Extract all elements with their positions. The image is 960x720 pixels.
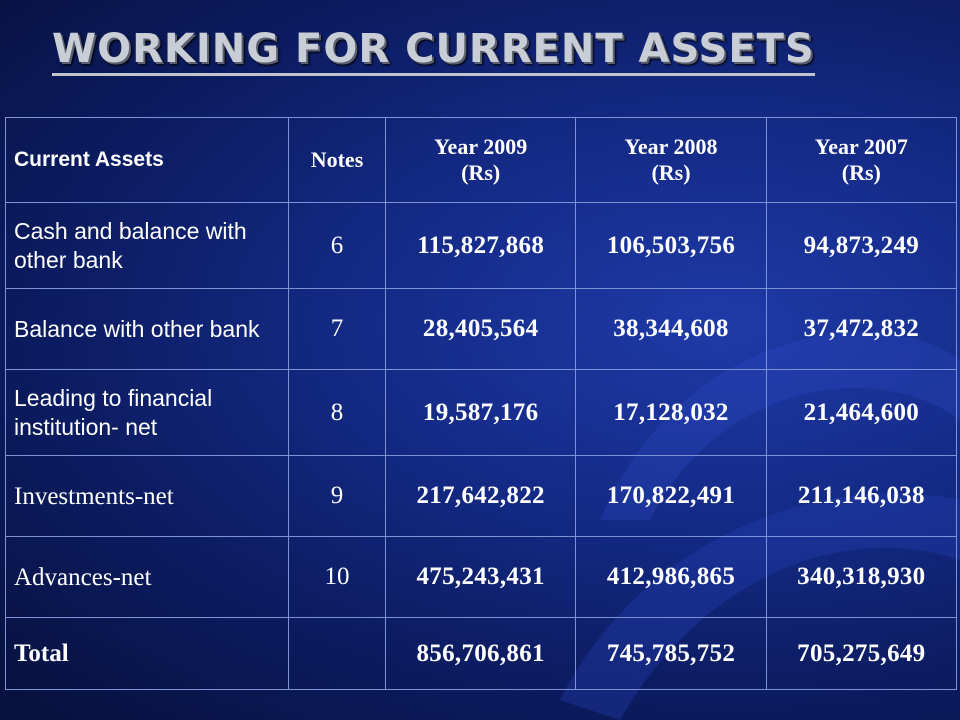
header-year-2008-unit: (Rs) — [651, 160, 691, 185]
row-value-2007: 211,146,038 — [766, 456, 956, 537]
header-year-2009-unit: (Rs) — [461, 160, 501, 185]
row-note: 6 — [289, 203, 386, 289]
row-value-2007: 37,472,832 — [766, 289, 956, 370]
table-total-row — [6, 618, 957, 690]
row-value-2009: 19,587,176 — [386, 370, 576, 456]
total-value-2009: 856,706,861 — [386, 618, 576, 690]
row-value-2007: 340,318,930 — [766, 537, 956, 618]
row-value-2008: 170,822,491 — [576, 456, 766, 537]
total-value-2007: 705,275,649 — [766, 618, 956, 690]
row-label: Balance with other bank — [6, 289, 289, 370]
header-year-2007-label: Year 2007 — [814, 134, 908, 159]
row-value-2007: 21,464,600 — [766, 370, 956, 456]
table-row — [6, 456, 957, 537]
table-row — [6, 203, 957, 289]
row-label: Investments-net — [6, 456, 289, 537]
table-header-row — [6, 118, 957, 203]
row-label: Advances-net — [6, 537, 289, 618]
row-label: Leading to financial institution- net — [6, 370, 289, 456]
current-assets-table — [5, 117, 957, 690]
row-value-2009: 475,243,431 — [386, 537, 576, 618]
header-year-2007 — [766, 118, 956, 203]
total-label: Total — [6, 618, 289, 690]
header-year-2008 — [576, 118, 766, 203]
row-value-2008: 412,986,865 — [576, 537, 766, 618]
row-value-2009: 28,405,564 — [386, 289, 576, 370]
row-value-2009: 115,827,868 — [386, 203, 576, 289]
row-note: 7 — [289, 289, 386, 370]
total-note — [289, 618, 386, 690]
table-row — [6, 370, 957, 456]
header-year-2008-label: Year 2008 — [624, 134, 718, 159]
row-value-2008: 38,344,608 — [576, 289, 766, 370]
header-year-2007-unit: (Rs) — [841, 160, 881, 185]
row-label: Cash and balance with other bank — [6, 203, 289, 289]
header-notes: Notes — [289, 118, 386, 203]
row-value-2008: 17,128,032 — [576, 370, 766, 456]
header-current-assets: Current Assets — [6, 118, 289, 203]
table-row — [6, 289, 957, 370]
row-value-2009: 217,642,822 — [386, 456, 576, 537]
header-year-2009 — [386, 118, 576, 203]
header-year-2009-label: Year 2009 — [434, 134, 528, 159]
row-note: 10 — [289, 537, 386, 618]
slide-title: WORKING FOR CURRENT ASSETS — [52, 26, 815, 72]
table-row — [6, 537, 957, 618]
row-value-2008: 106,503,756 — [576, 203, 766, 289]
row-note: 9 — [289, 456, 386, 537]
row-value-2007: 94,873,249 — [766, 203, 956, 289]
row-note: 8 — [289, 370, 386, 456]
total-value-2008: 745,785,752 — [576, 618, 766, 690]
